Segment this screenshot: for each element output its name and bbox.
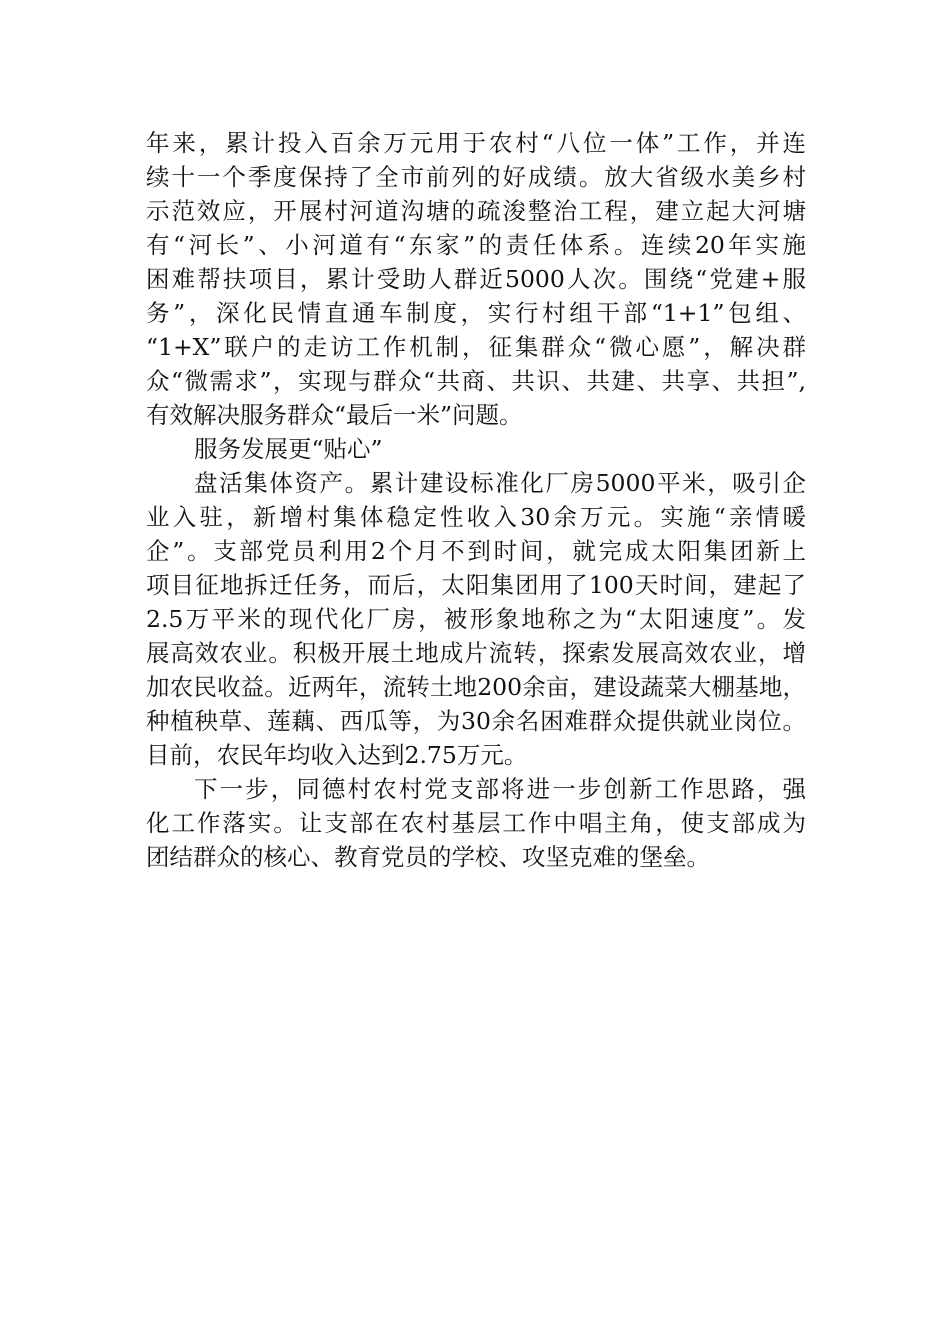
text-line: 种植秧草、莲藕、西瓜等，为30余名困难群众提供就业岗位。 (146, 707, 806, 735)
text-line: “1+X”联户的走访工作机制，征集群众“微心愿”，解决群 (146, 333, 806, 361)
text-line: 众“微需求”，实现与群众“共商、共识、共建、共享、共担”, (146, 367, 806, 395)
text-line: 企”。支部党员利用2个月不到时间，就完成太阳集团新上 (146, 537, 806, 565)
text-line: 2.5万平米的现代化厂房，被形象地称之为“太阳速度”。发 (146, 605, 806, 633)
text-line: 续十一个季度保持了全市前列的好成绩。放大省级水美乡村 (146, 163, 806, 191)
text-line: 加农民收益。近两年，流转土地200余亩，建设蔬菜大棚基地， (146, 673, 806, 701)
text-line: 化工作落实。让支部在农村基层工作中唱主角，使支部成为 (146, 809, 806, 837)
section-heading: 服务发展更“贴心” (194, 435, 383, 463)
text-line: 有效解决服务群众“最后一米”问题。 (146, 401, 523, 429)
text-line: 示范效应，开展村河道沟塘的疏浚整治工程，建立起大河塘 (146, 197, 806, 225)
text-line: 务”，深化民情直通车制度，实行村组干部“1+1”包组、 (146, 299, 806, 327)
text-line: 有“河长”、小河道有“东家”的责任体系。连续20年实施 (146, 231, 806, 259)
text-line: 下一步，同德村农村党支部将进一步创新工作思路，强 (194, 775, 806, 803)
text-line: 年来，累计投入百余万元用于农村“八位一体”工作，并连 (146, 129, 806, 157)
text-line: 团结群众的核心、教育党员的学校、攻坚克难的堡垒。 (146, 843, 710, 871)
text-line: 目前，农民年均收入达到2.75万元。 (146, 741, 528, 769)
text-line: 盘活集体资产。累计建设标准化厂房5000平米，吸引企 (194, 469, 806, 497)
text-line: 业入驻，新增村集体稳定性收入30余万元。实施“亲情暖 (146, 503, 806, 531)
text-line: 展高效农业。积极开展土地成片流转，探索发展高效农业，增 (146, 639, 806, 667)
text-line: 困难帮扶项目，累计受助人群近5000人次。围绕“党建+服 (146, 265, 806, 293)
text-line: 项目征地拆迁任务，而后，太阳集团用了100天时间，建起了 (146, 571, 806, 599)
